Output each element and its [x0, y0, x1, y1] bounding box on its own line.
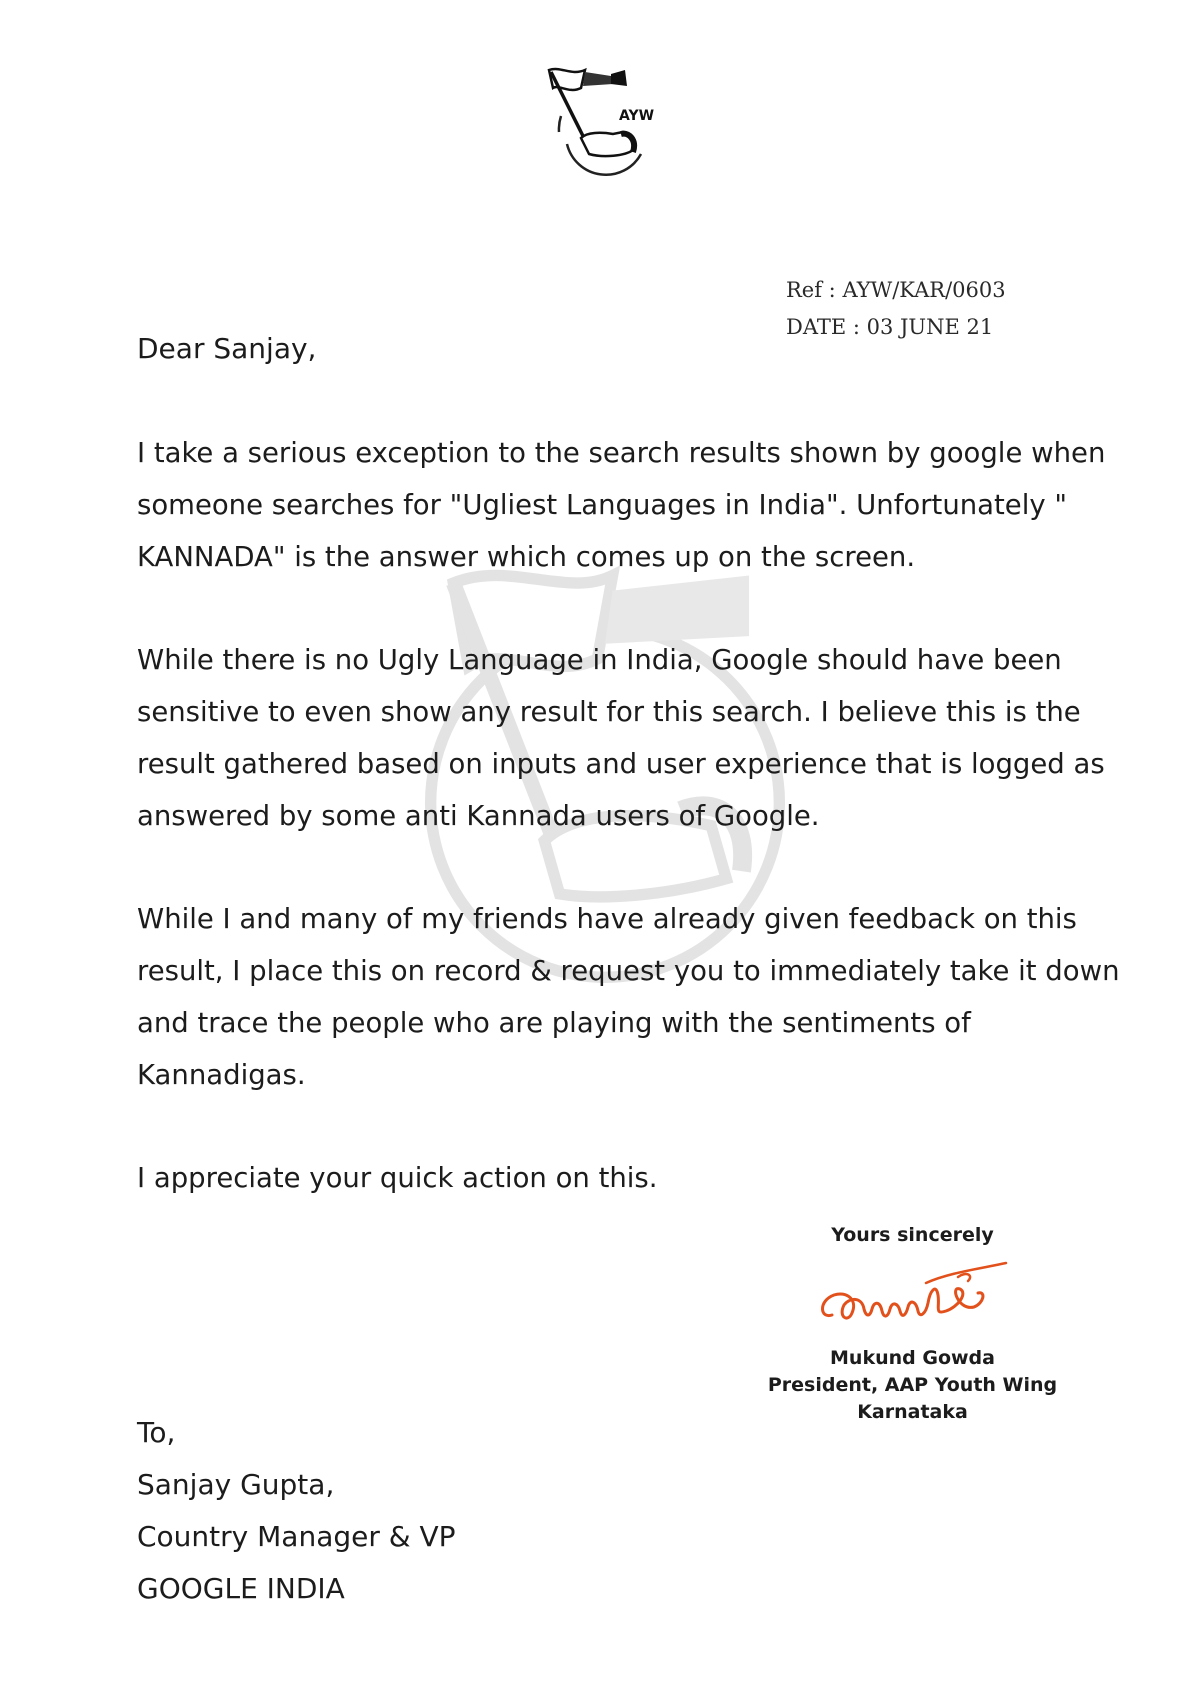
signatory-title: President, AAP Youth Wing	[767, 1374, 1058, 1396]
salutation: Dear Sanjay,	[137, 332, 317, 365]
recipient-address	[137, 1407, 456, 1615]
signatory-name: Mukund Gowda	[830, 1347, 995, 1369]
recipient-name: Sanjay Gupta,	[137, 1468, 335, 1501]
logo-text: AYW	[619, 108, 655, 124]
address-to: To,	[137, 1416, 176, 1449]
body-paragraph: I take a serious exception to the search results shown by google when someone searches for "Ugliest Languages in India". Unfortunately " KANNADA" is the answer which comes up on the screen.	[137, 437, 1106, 573]
closing: Yours sincerely	[831, 1224, 994, 1246]
flag-logo-icon	[541, 62, 661, 186]
reference-block	[786, 272, 1006, 346]
signatory-region: Karnataka	[857, 1401, 968, 1423]
body-paragraph: I appreciate your quick action on this.	[137, 1162, 658, 1194]
body-paragraph: While there is no Ugly Language in India, Google should have been sensitive to even show any result for this search. I believe this is the result gathered based on inputs and user experience that is logged as answered by some anti Kannada users of Google.	[137, 644, 1105, 832]
handwritten-signature	[808, 1253, 1018, 1337]
letter-date: DATE : 03 JUNE 21	[786, 315, 994, 339]
body-paragraph: While I and many of my friends have already given feedback on this result, I place this on record & request you to immediately take it down and trace the people who are playing with the sentiments of Kannadigas.	[137, 903, 1120, 1091]
recipient-title: Country Manager & VP	[137, 1520, 456, 1553]
reference-number: Ref : AYW/KAR/0603	[786, 278, 1006, 302]
recipient-company: GOOGLE INDIA	[137, 1572, 345, 1605]
signature-block	[760, 1222, 1065, 1426]
